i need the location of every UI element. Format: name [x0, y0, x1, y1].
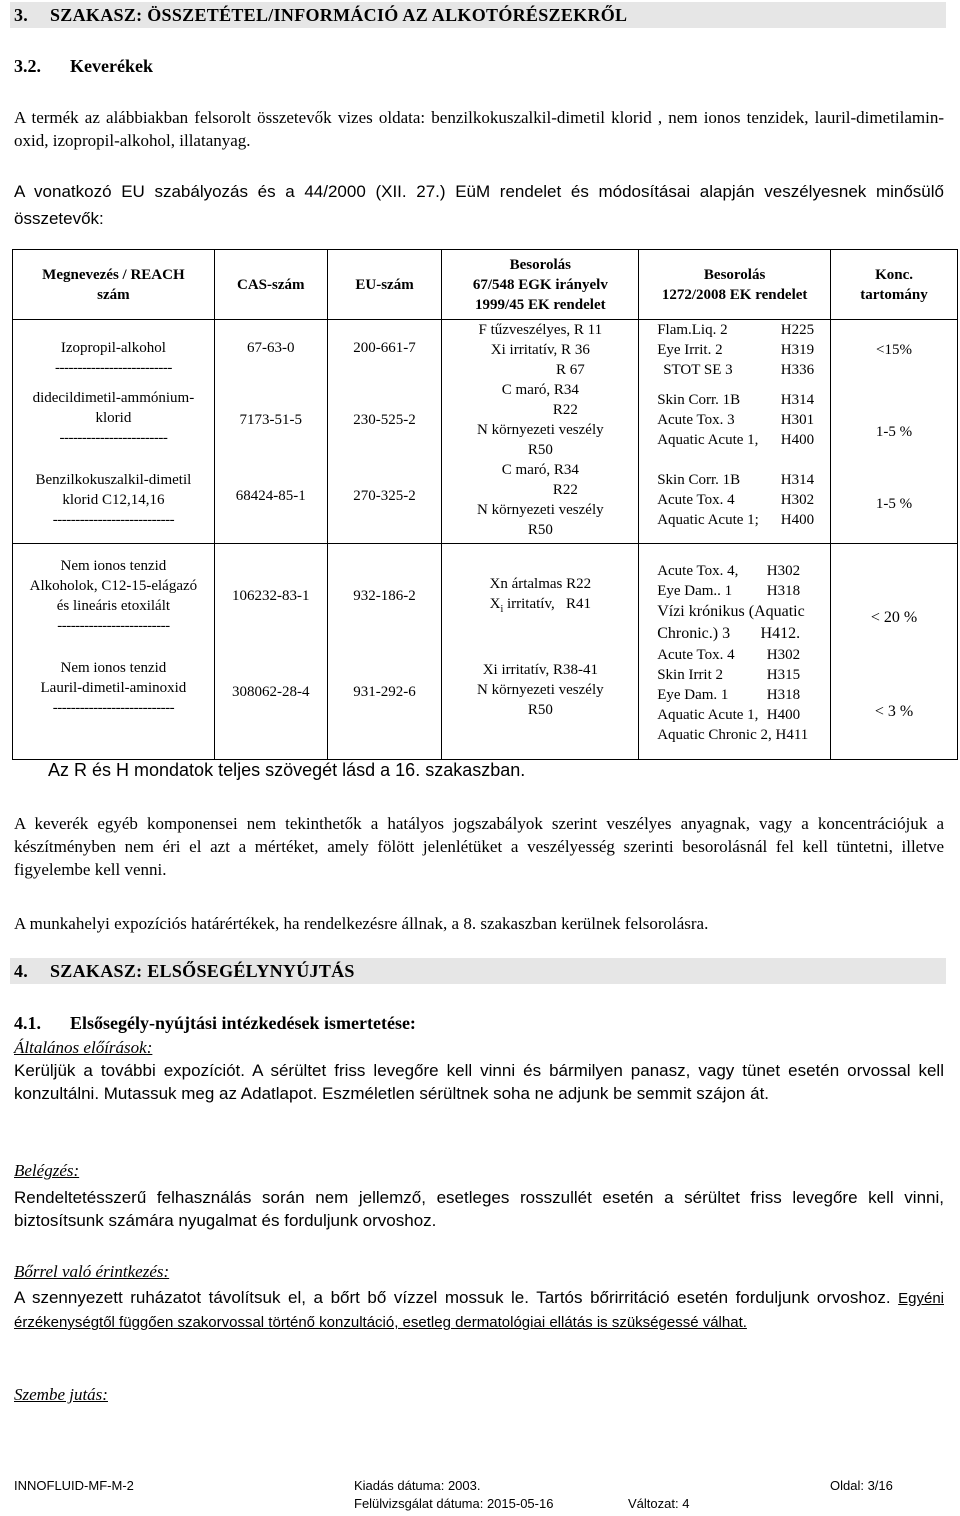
concentration-cell [831, 320, 958, 544]
header-classification-clp [639, 250, 831, 320]
ingredient-nonionic-line1: Nem ionos tenzid [60, 558, 167, 574]
hazard-line [657, 561, 814, 581]
hazard-code: H319 [780, 342, 815, 358]
hazard-line [657, 410, 814, 430]
class-text: irritatív, R41 [503, 596, 592, 612]
hazard-code: H301 [780, 412, 815, 428]
concentration-value: <15% [876, 342, 913, 358]
hazard-class: Aquatic Acute 1, [657, 432, 759, 448]
subsection-3-2 [14, 56, 153, 77]
hazard-line: Vízi krónikus (Aquatic [657, 603, 805, 620]
hazard-line [657, 581, 814, 601]
class-line: C maró, R34 [501, 382, 579, 398]
hazard-line [657, 340, 814, 360]
header-conc-line1: Konc. [875, 266, 913, 283]
hazard-line [657, 390, 814, 410]
exposure-limits-paragraph: A munkahelyi expozíciós határértékek, ha rendelkezésre állnak, a 8. szakaszban kerülnek felsorolásra. [14, 914, 709, 933]
table-row [13, 544, 958, 760]
class-line: R50 [527, 702, 553, 718]
separator: -------------------------- [54, 360, 172, 376]
cas-amineoxide: 308062-28-4 [231, 684, 310, 700]
hazard-class: Skin Corr. 1B [657, 472, 741, 488]
concentration-value: < 20 % [870, 609, 918, 626]
footer-revision-date: Felülvizsgálat dátuma: 2015-05-16 [354, 1496, 554, 1511]
header-clp-line2: 1272/2008 EK rendelet [661, 286, 808, 303]
composition-table [12, 249, 958, 760]
cas-nonionic: 106232-83-1 [231, 588, 310, 604]
skin-text [14, 1286, 944, 1334]
separator: ------------------------ [59, 430, 168, 446]
class-line: N környezeti veszély [477, 502, 604, 518]
hazard-code: H400 [780, 432, 815, 448]
header-classification-old [442, 250, 639, 320]
class-line: R 67 [555, 362, 585, 378]
subsection-number: 4.1. [14, 1013, 41, 1033]
hazard-class: Eye Dam. 1 [657, 687, 729, 703]
section-title: SZAKASZ: ÖSSZETÉTEL/INFORMÁCIÓ AZ ALKOTÓRÉSZEKRŐL [50, 5, 628, 25]
hazard-code: H302 [766, 647, 801, 663]
eu-isopropanol: 200-661-7 [353, 340, 416, 356]
class-line: R22 [552, 482, 578, 498]
hazard-class: Acute Tox. 4, [657, 563, 739, 579]
hazard-line: Aquatic Chronic 2, H411 [657, 727, 809, 743]
other-components-paragraph: A keverék egyéb komponensei nem tekinthetők a hatályos jogszabályok szerint veszélyes anyagnak, vagy a koncentrációjuk a készítményben nem éri el azt a mértéket, amely fölött jelenlétüket a veszélyesség szerinti besorolásnál fel kell tüntetni, illetve figyelembe kell venni. [14, 814, 944, 879]
hazard-code: H314 [780, 472, 815, 488]
hazard-code: H315 [766, 667, 801, 683]
eu-ddac: 230-525-2 [353, 412, 416, 428]
header-old-line3: 1999/45 EK rendelet [475, 296, 606, 313]
hazard-code: H318 [766, 687, 801, 703]
table-header-row [13, 250, 958, 320]
separator: --------------------------- [52, 512, 175, 528]
class-line: F tűzveszélyes, R 11 [478, 322, 603, 338]
hazard-class: STOT SE 3 [663, 362, 733, 378]
eu-nonionic: 932-186-2 [353, 588, 416, 604]
hazard-class: Eye Dam.. 1 [657, 583, 733, 599]
hazard-class: Acute Tox. 4 [657, 647, 735, 663]
clp-classification-cell [639, 544, 831, 760]
eu-amineoxide: 931-292-6 [353, 684, 416, 700]
class-line: N környezeti veszély [477, 422, 604, 438]
subsection-number: 3.2. [14, 56, 41, 76]
cas-cell [214, 544, 327, 760]
ingredient-bac-line2: klorid C12,14,16 [62, 492, 165, 508]
regulation-paragraph: A vonatkozó EU szabályozás és a 44/2000 (XII. 27.) EüM rendelet és módosításai alapján veszélyesnek minősülő összetevők: [14, 182, 944, 228]
hazard-line [657, 685, 814, 705]
class-line: Xi irritatív, R38-41 [482, 662, 598, 678]
general-heading: Általános előírások: [14, 1038, 153, 1057]
hazard-line [657, 645, 814, 665]
header-old-line2: 67/548 EGK irányelv [472, 276, 608, 293]
header-clp-line1: Besorolás [703, 266, 766, 283]
hazard-code: H412. [760, 625, 801, 642]
header-name: Megnevezés / REACH szám [13, 250, 215, 320]
names-cell [13, 320, 215, 544]
header-concentration [831, 250, 958, 320]
eu-cell [327, 544, 442, 760]
eu-bac: 270-325-2 [353, 488, 416, 504]
class-line: N környezeti veszély [477, 682, 604, 698]
class-line: R50 [527, 442, 553, 458]
names-cell [13, 544, 215, 760]
class-symbol: X [489, 596, 501, 612]
footer-issue-date: Kiadás dátuma: 2003. [354, 1478, 481, 1493]
concentration-value: 1-5 % [875, 424, 913, 440]
ingredient-amineoxide-line1: Nem ionos tenzid [60, 660, 167, 676]
ingredient-isopropanol: Izopropil-alkohol [60, 340, 166, 356]
inhalation-heading: Belégzés: [14, 1161, 80, 1180]
section-number: 4. [14, 961, 29, 981]
hazard-line [657, 510, 814, 530]
section-title: SZAKASZ: ELSŐSEGÉLYNYÚJTÁS [50, 961, 355, 981]
ingredient-nonionic-line3: és lineáris etoxilált [56, 598, 171, 614]
skin-heading: Bőrrel való érintkezés: [14, 1262, 170, 1281]
intro-paragraph: A termék az alábbiakban felsorolt összetevők vizes oldata: benzilkokuszalkil-dimetil klorid , nem ionos tenzidek, lauril-dimetilamin-oxid, izopropil-alkohol, illatanyag. [14, 108, 944, 150]
hazard-code: H400 [780, 512, 815, 528]
hazard-class: Eye Irrit. 2 [657, 342, 723, 358]
hazard-class: Chronic.) 3 [657, 625, 731, 642]
old-classification-cell [442, 544, 639, 760]
class-line: Xn ártalmas R22 [489, 576, 592, 592]
class-line: C maró, R34 [501, 462, 579, 478]
class-symbol-subscript: i [500, 604, 504, 615]
ingestion-heading: Szembe jutás: [14, 1385, 108, 1404]
hazard-code: H225 [780, 322, 815, 338]
footer-code: INNOFLUID-MF-M-2 [14, 1478, 134, 1493]
old-classification-cell [442, 320, 639, 544]
footer-version: Változat: 4 [628, 1496, 690, 1511]
general-text: Kerüljük a további expozíciót. A sérültet friss levegőre kell vinni és bármilyen panasz, vagy tünet esetén orvossal kell konzultálni. Mutassuk meg az Adatlapot. Eszméletlen sérültnek soha ne adjunk be semmit szájon át. [14, 1061, 944, 1103]
hazard-line [657, 665, 814, 685]
hazard-class: Aquatic Acute 1; [657, 512, 759, 528]
cas-isopropanol: 67-63-0 [246, 340, 295, 356]
class-line: R50 [527, 522, 553, 538]
hazard-class: Acute Tox. 4 [657, 492, 735, 508]
hazard-line [657, 490, 814, 510]
hazard-line [657, 430, 814, 450]
cas-bac: 68424-85-1 [235, 488, 306, 504]
hazard-code: H400 [766, 707, 801, 723]
ingredient-nonionic-line2: Alkoholok, C12-15-elágazó [29, 578, 198, 594]
concentration-value: < 3 % [874, 703, 914, 720]
hazard-code: H314 [780, 392, 815, 408]
hazard-class: Acute Tox. 3 [657, 412, 735, 428]
ingredient-bac-line1: Benzilkokuszalkil-dimetil [35, 472, 192, 488]
class-line: R22 [552, 402, 578, 418]
hazard-line [657, 320, 814, 340]
section-4-header [10, 958, 946, 984]
header-old-line1: Besorolás [509, 256, 572, 273]
separator: ------------------------- [57, 618, 170, 634]
hazard-class: Skin Corr. 1B [657, 392, 741, 408]
subsection-title: Elsősegély-nyújtási intézkedések ismertetése: [70, 1013, 416, 1033]
cas-cell [214, 320, 327, 544]
header-conc-line2: tartomány [860, 286, 928, 303]
separator: --------------------------- [52, 700, 175, 716]
class-line: Xi irritatív, R 36 [490, 342, 590, 358]
hazard-code: H302 [780, 492, 815, 508]
footer-page: Oldal: 3/16 [830, 1478, 893, 1493]
hazard-code: H318 [766, 583, 801, 599]
inhalation-text: Rendeltetésszerű felhasználás során nem jellemző, esetleges rosszullét esetén a sérültet friss levegőre kell vinni, biztosítsunk számára nyugalmat és forduljunk orvoshoz. [14, 1188, 944, 1230]
table-row [13, 320, 958, 544]
table-note: Az R és H mondatok teljes szövegét lásd a 16. szakaszban. [48, 760, 526, 780]
subsection-title: Keverékek [70, 56, 153, 76]
ingredient-amineoxide-line2: Lauril-dimetil-aminoxid [40, 680, 187, 696]
ingredient-ddac-line1: didecildimetil-ammónium- [32, 390, 195, 406]
hazard-line [657, 360, 814, 380]
hazard-class: Skin Irrit 2 [657, 667, 724, 683]
section-3-header [10, 2, 946, 28]
header-eu: EU-szám [327, 250, 442, 320]
hazard-class: Aquatic Acute 1, [657, 707, 759, 723]
concentration-value: 1-5 % [875, 496, 913, 512]
ingredient-ddac-line2: klorid [95, 410, 132, 426]
clp-classification-cell [639, 320, 831, 544]
concentration-cell [831, 544, 958, 760]
subsection-4-1 [14, 1013, 416, 1034]
hazard-code: H336 [780, 362, 815, 378]
skin-text-underlined: Egyéni érzékenységtől függően szakorvossal történő konzultáció, esetleg dermatológiai ellátás is szükségessé válhat. [14, 1290, 944, 1331]
skin-text-main: A szennyezett ruházatot távolítsuk el, a bőrt bő vízzel mossuk le. Tartós bőrirritáció esetén forduljunk orvoshoz. [14, 1288, 899, 1307]
section-number: 3. [14, 5, 29, 25]
hazard-code: H302 [766, 563, 801, 579]
cas-ddac: 7173-51-5 [239, 412, 302, 428]
hazard-line [657, 705, 814, 725]
hazard-line [657, 623, 814, 645]
hazard-class: Flam.Liq. 2 [657, 322, 728, 338]
eu-cell [327, 320, 442, 544]
header-cas: CAS-szám [214, 250, 327, 320]
hazard-line [657, 470, 814, 490]
class-line [442, 594, 638, 620]
